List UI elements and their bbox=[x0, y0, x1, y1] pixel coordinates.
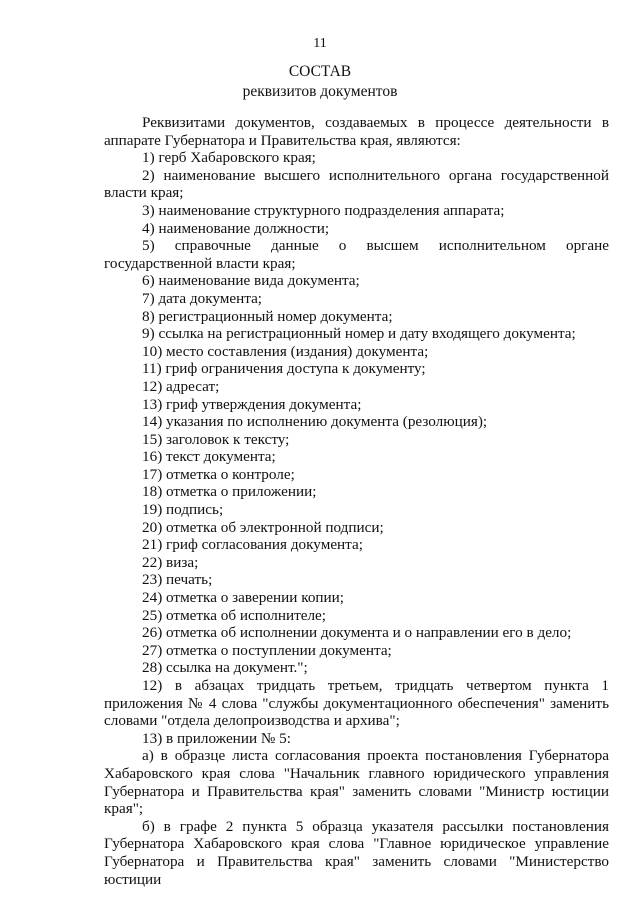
paragraph: 14) указания по исполнению документа (резолюция); bbox=[142, 413, 488, 431]
paragraph: б) в графе 2 пункта 5 образца указателя рассылки постановления Губернатора Хабаровского края слова "Главное юридическое управление Губернатора и Правительства края" заменить словами "Министерство юстиции bbox=[104, 817, 609, 888]
paragraph: 20) отметка об электронной подписи; bbox=[142, 518, 384, 536]
paragraph: 3) наименование структурного подразделения аппарата; bbox=[142, 201, 505, 219]
paragraph: 22) виза; bbox=[142, 553, 199, 571]
paragraph: 12) в абзацах тридцать третьем, тридцать четвертом пункта 1 приложения № 4 слова "службы документационного обеспечения" заменить словами "отдела делопроизводства и архива"; bbox=[104, 677, 609, 730]
paragraph: 15) заголовок к тексту; bbox=[142, 430, 290, 448]
paragraph: 4) наименование должности; bbox=[142, 219, 330, 237]
paragraph: 5) справочные данные о высшем исполнительном органе государственной власти края; bbox=[104, 237, 609, 272]
page-number: 11 bbox=[313, 36, 327, 51]
paragraph: 16) текст документа; bbox=[142, 448, 276, 466]
paragraph: 21) гриф согласования документа; bbox=[142, 536, 363, 554]
paragraph: Реквизитами документов, создаваемых в процессе деятельности в аппарате Губернатора и Правительства края, являются: bbox=[104, 114, 609, 149]
paragraph: а) в образце листа согласования проекта постановления Губернатора Хабаровского края слова "Начальник главного юридического управления Губернатора и Правительства края" заменить словами "Министр юстиции края"; bbox=[104, 747, 609, 818]
paragraph: 6) наименование вида документа; bbox=[142, 272, 360, 290]
paragraph: 7) дата документа; bbox=[142, 289, 263, 307]
paragraph: 28) ссылка на документ."; bbox=[142, 659, 308, 677]
paragraph: 25) отметка об исполнителе; bbox=[142, 606, 327, 624]
paragraph: 9) ссылка на регистрационный номер и дату входящего документа; bbox=[142, 325, 576, 343]
paragraph: 23) печать; bbox=[142, 571, 213, 589]
paragraph: 18) отметка о приложении; bbox=[142, 483, 317, 501]
paragraph: 24) отметка о заверении копии; bbox=[142, 589, 345, 607]
paragraph: 26) отметка об исполнении документа и о направлении его в дело; bbox=[142, 624, 572, 642]
document-body bbox=[104, 114, 609, 888]
document-subtitle: реквизитов документов bbox=[242, 83, 398, 100]
paragraph: 11) гриф ограничения доступа к документу; bbox=[142, 360, 426, 378]
paragraph: 19) подпись; bbox=[142, 501, 224, 519]
paragraph: 2) наименование высшего исполнительного органа государственной власти края; bbox=[104, 166, 609, 202]
paragraph: 27) отметка о поступлении документа; bbox=[142, 641, 392, 659]
paragraph: 13) в приложении № 5: bbox=[142, 729, 291, 747]
paragraph: 10) место составления (издания) документа; bbox=[142, 342, 429, 360]
paragraph: 8) регистрационный номер документа; bbox=[142, 307, 393, 325]
paragraph: 1) герб Хабаровского края; bbox=[142, 149, 316, 167]
paragraph: 12) адресат; bbox=[142, 377, 220, 395]
document-title: СОСТАВ bbox=[288, 63, 352, 80]
paragraph: 17) отметка о контроле; bbox=[142, 465, 295, 483]
paragraph: 13) гриф утверждения документа; bbox=[142, 395, 362, 413]
